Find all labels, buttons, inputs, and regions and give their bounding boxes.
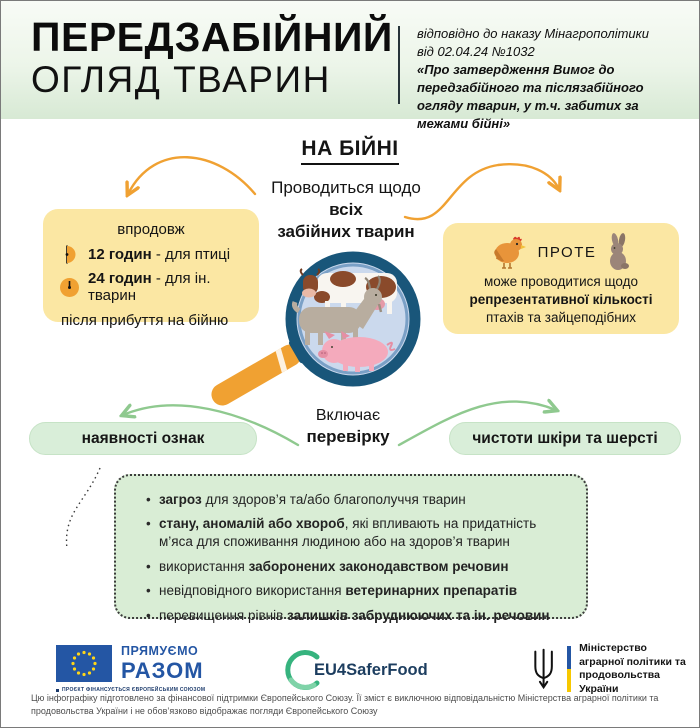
- flag-bar-icon: [567, 646, 571, 692]
- header: [1, 1, 699, 131]
- rabbit-icon: [605, 233, 631, 271]
- order-quote: «Про затвердження Вимог до передзабійного та післязабійного огляду тварин, у т.ч. забитих за межами бійні»: [417, 61, 644, 131]
- list-item: • стану, аномалій або хвороб, які впливають на придатність м’яса для споживання людиною або на здоров’я тварин: [146, 515, 570, 551]
- eu-flag-icon: [56, 645, 112, 682]
- eu-logo-block: [56, 645, 205, 693]
- hours-value: 12 годин: [88, 246, 152, 263]
- exception-line-3: птахів та зайцеподібних: [485, 309, 637, 325]
- order-line-2: від 02.04.24 №1032: [417, 43, 535, 59]
- eu-text-line-2: РАЗОМ: [121, 657, 204, 683]
- hours-rest: - для ін. тварин: [88, 270, 211, 304]
- intro-text: [231, 177, 461, 243]
- exception-title: ПРОТЕ: [537, 243, 597, 261]
- timing-footer: після прибуття на бійню: [61, 312, 229, 329]
- disclaimer-text: Цю інфографіку підготовлено за фінансової підтримки Європейського Союзу. Її зміст є виключною відповідальністю Міністерства аграрної політики та продовольства України і не обов’язково відображає погляди Європейського Союзу: [31, 693, 659, 716]
- list-item: • загроз для здоров’я та/або благополуччя тварин: [146, 491, 570, 509]
- list-item: • використання заборонених законодавством речовин: [146, 558, 570, 576]
- list-item: • перевищення рівнів залишків забруднюючих та ін. речовин: [146, 607, 570, 625]
- chicken-icon: [491, 235, 529, 269]
- timing-label: впродовж: [117, 221, 185, 238]
- eu4saferfood-label: EU4SaferFood: [314, 660, 428, 679]
- page-title: [31, 16, 393, 100]
- intro-regular: Проводиться щодо: [271, 178, 421, 197]
- intro-bold-2: забійних тварин: [277, 222, 415, 242]
- eu4saferfood-logo: [281, 647, 428, 693]
- pill-skin-cleanliness: чистоти шкіри та шерсті: [449, 422, 681, 455]
- ministry-line-1: Міністерство: [579, 642, 647, 654]
- title-line-1: ПЕРЕДЗАБІЙНИЙ: [31, 14, 393, 60]
- eu-caption: ПРОЄКТ ФІНАНСУЄТЬСЯ ЄВРОПЕЙСЬКИМ СОЮЗОМ: [56, 687, 205, 693]
- includes-line-1: Включає: [315, 407, 381, 424]
- exception-line-2: репрезентативної кількості: [469, 291, 653, 307]
- order-line-1: відповідно до наказу Мінагрополітики: [417, 26, 650, 41]
- exception-box: [443, 223, 679, 334]
- pill-signs: наявності ознак: [29, 422, 257, 455]
- ministry-logo-block: [528, 642, 699, 697]
- clock-half-icon: [59, 244, 80, 265]
- ministry-line-3: продовольства України: [579, 669, 660, 695]
- eu-text-line-1: ПРЯМУЄМО: [121, 644, 199, 659]
- exception-line-1: може проводитися щодо: [484, 274, 638, 289]
- hours-rest: - для птиці: [151, 246, 231, 263]
- clock-full-icon: [59, 277, 80, 298]
- title-line-2: ОГЛЯД ТВАРИН: [31, 59, 331, 101]
- section-heading: НА БІЙНІ: [1, 137, 699, 161]
- ministry-line-2: аграрної політики та: [579, 655, 686, 668]
- includes-text: [286, 406, 410, 447]
- hours-value: 24 годин: [88, 270, 152, 287]
- includes-line-2: перевірку: [306, 427, 390, 446]
- header-divider: [398, 26, 400, 104]
- order-reference: [417, 25, 691, 133]
- trident-icon: [528, 645, 559, 693]
- list-item: • невідповідного використання ветеринарних препаратів: [146, 582, 570, 600]
- checklist-box: [114, 474, 588, 623]
- dotted-connector-icon: [67, 468, 100, 549]
- intro-bold-1: всіх: [329, 200, 363, 220]
